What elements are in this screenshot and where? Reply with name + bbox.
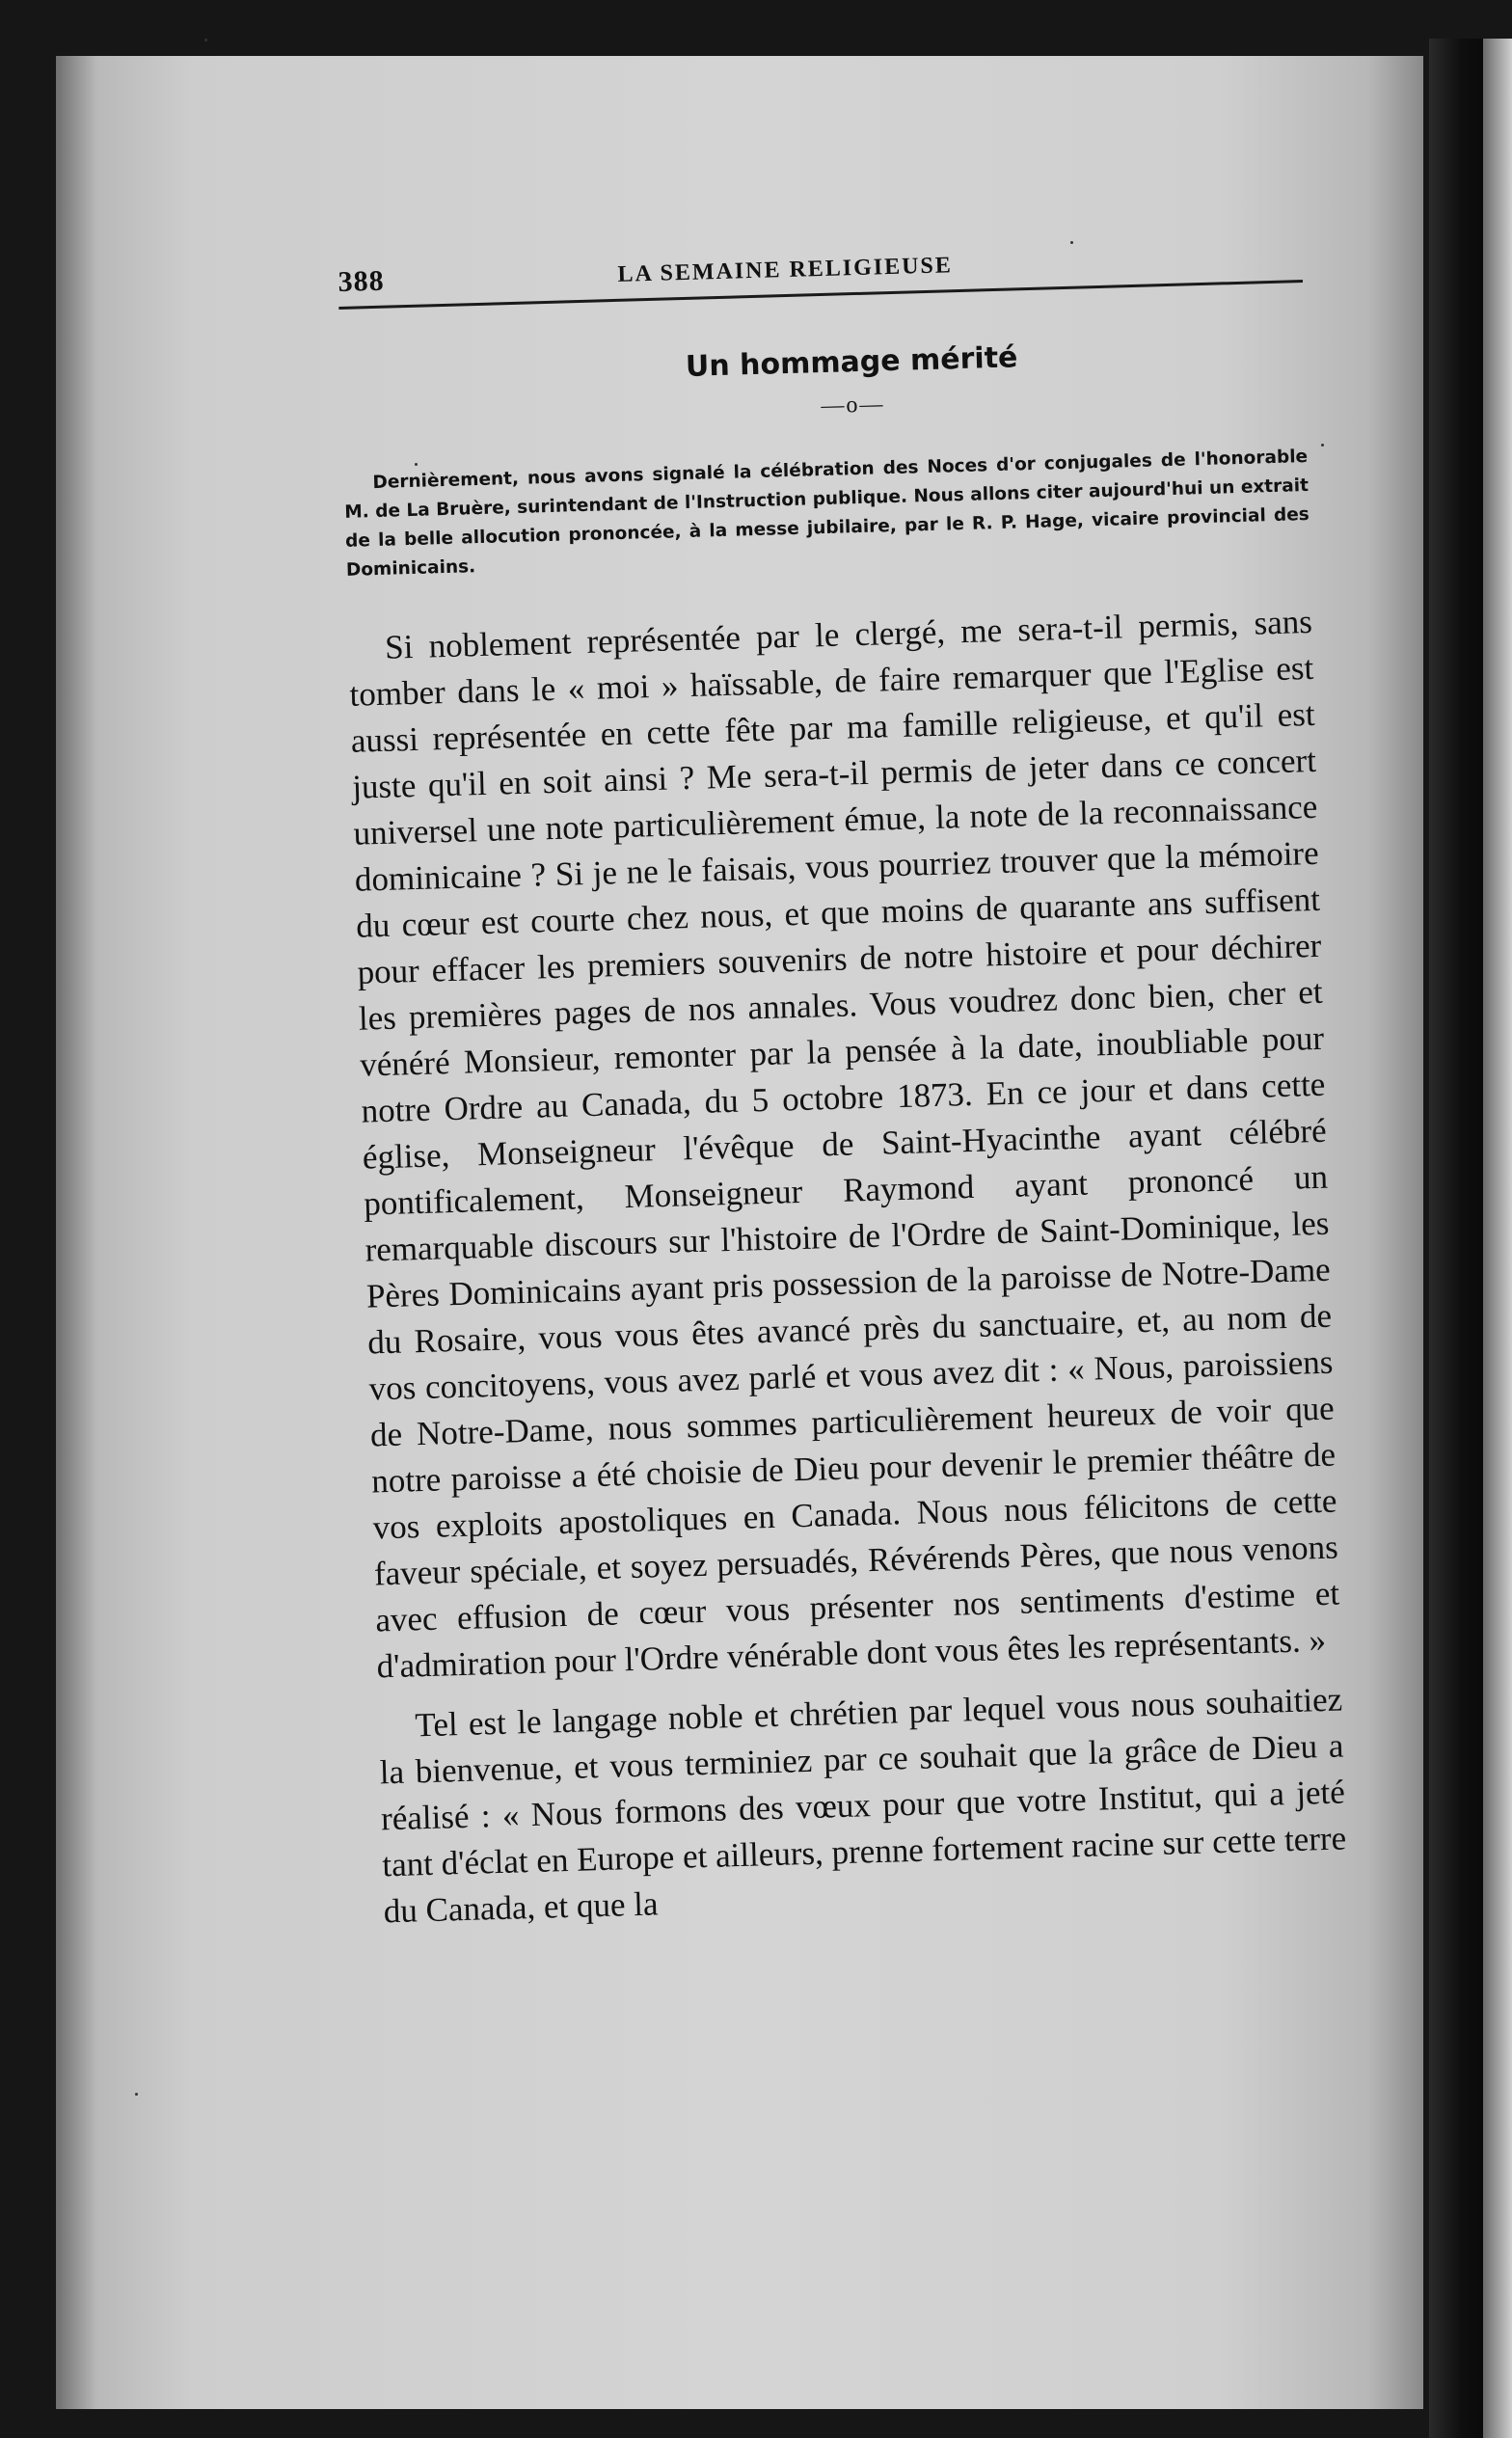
body-paragraph: Si noblement représentée par le clergé, me sera-t-il permis, sans tomber dans le « moi » haïssable, de faire remarquer que l'Eglise est aussi représentée en cette fête par ma famille religieuse, et qu'il est juste qu'il en soit ainsi ? Me sera-t-il permis de jeter dans ce concert universel une note particulièrement émue, la note de la reconnaissance dominicaine ? Si je ne le faisais, vous pourriez trouver que la mémoire du cœur est courte chez nous, et que moins de quarante ans suffisent pour effacer les premiers souvenirs de notre histoire et pour déchirer les premières pages de nos annales. Vous voudrez donc bien, cher et vénéré Monsieur, remonter par la pensée à la date, inoubliable pour notre Ordre au Canada, du 5 octobre 1873. En ce jour et dans cette église, Monseigneur l'évêque de Saint-Hyacinthe ayant célébré pontificalement, Monseigneur Raymond ayant prononcé un remarquable discours sur l'histoire de l'Ordre de Saint-Dominique, les Pères Dominicains ayant pris possession de la paroisse de Notre-Dame du Rosaire, vous vous êtes avancé près du sanctuaire, et, au nom de vos concitoyens, vous avez parlé et vous avez dit : « Nous, paroissiens de Notre-Dame, nous sommes particulièrement heureux de voir que notre paroisse a été choisie de Dieu pour devenir le premier théâtre de vos exploits apostoliques en Canada. Nous nous félicitons de cette faveur spéciale, et soyez persuadés, Révérends Pères, que nous venons avec effusion de cœur vous présenter nos sentiments d'estime et d'admiration pour l'Ordre vénérable dont vous êtes les représentants. » [349,602,1340,1686]
next-page-edge [1483,39,1512,2438]
article-title: Un hommage mérité [685,340,1018,384]
page-content [338,233,1349,1948]
dust-speck [135,2093,138,2096]
article-body [348,599,1349,1935]
page-number: 388 [338,264,386,298]
dust-speck [204,39,207,41]
title-divider: —o— [821,392,885,420]
body-paragraph: Tel est le langage noble et chrétien par lequel vous nous souhaitiez la bienvenue, et vous terminiez par ce souhait que la grâce de Dieu a réalisé : « Nous formons des vœux pour que votre Institut, qui a jeté tant d'éclat en Europe et ailleurs, prenne fortement racine sur cette terre du Canada, et que la [379,1680,1347,1931]
running-title: LA SEMAINE RELIGIEUSE [617,253,954,287]
intro-note: Dernièrement, nous avons signalé la célébration des Noces d'or conjugales de l'honorable M. de La Bruère, surintendant de l'Instruction publique. Nous allons citer aujourd'hui un extrait de la belle allocution prononcée, à la messe jubilaire, par le R. P. Hage, vicaire provincial des Dominicains. [344,446,1310,581]
dust-speck [1321,444,1324,447]
